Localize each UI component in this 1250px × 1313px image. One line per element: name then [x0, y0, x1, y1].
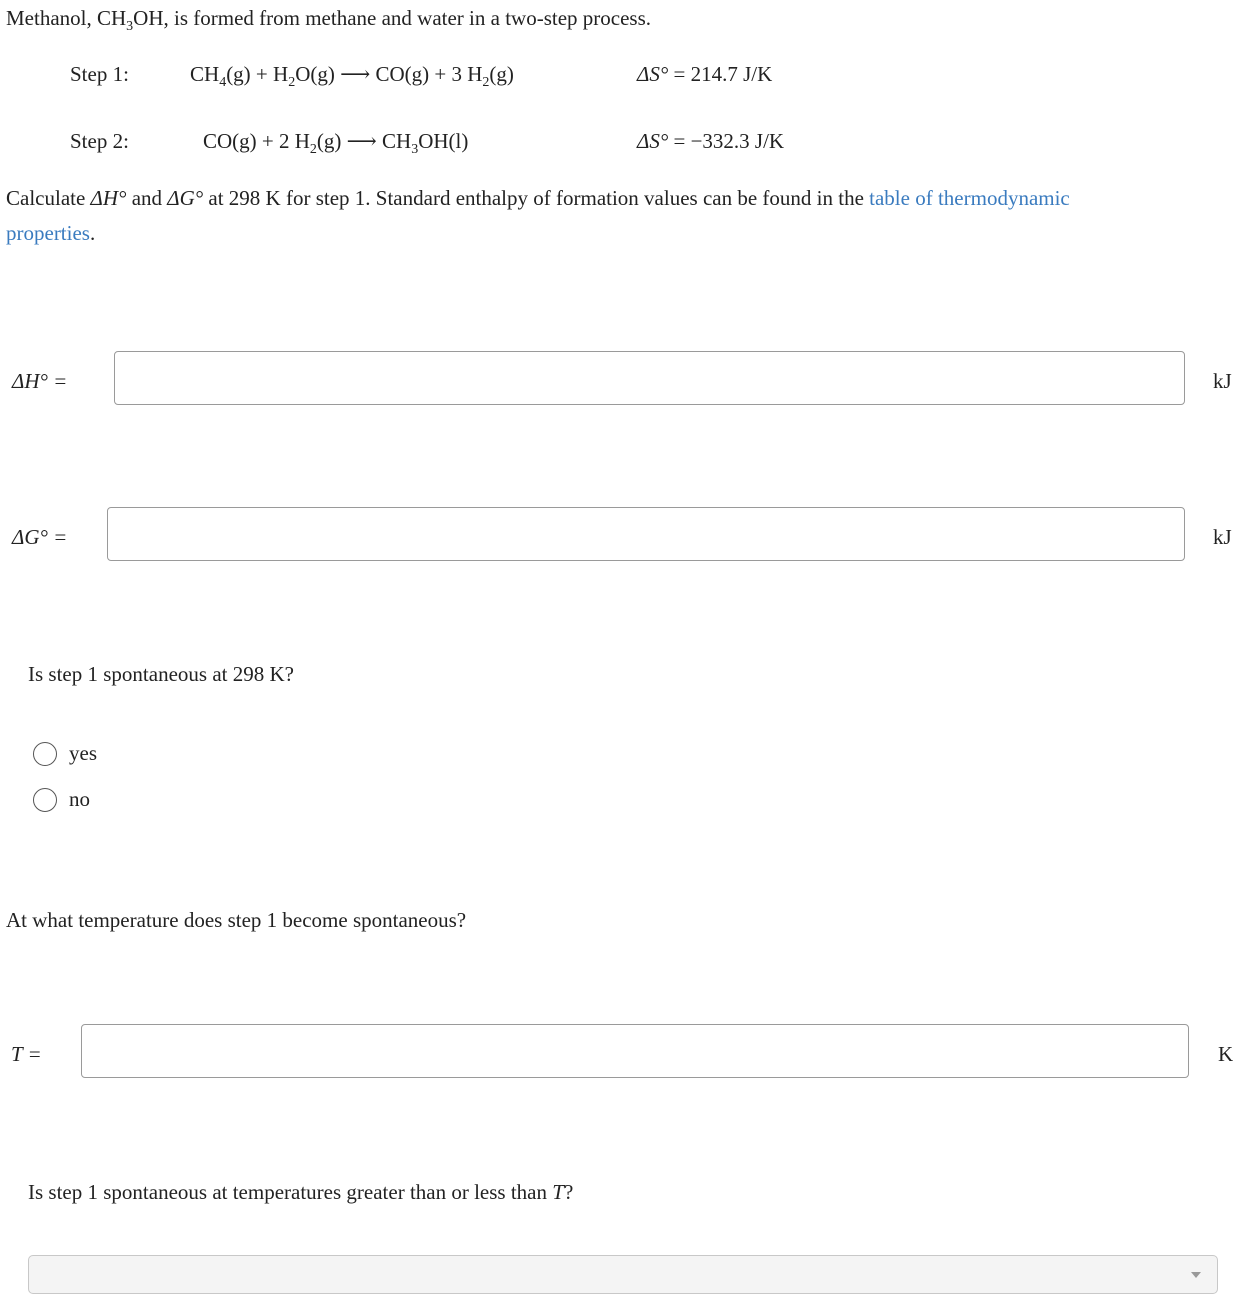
- step2-entropy: ΔS° = −332.3 J/K: [637, 129, 785, 153]
- t-input[interactable]: [81, 1024, 1189, 1078]
- thermo-table-link-cont[interactable]: properties: [6, 221, 90, 245]
- radio-no-label[interactable]: no: [69, 787, 90, 811]
- step2-equation: CO(g) + 2 $H_2(g)$ ⟶ $CH_3OH(l)$: [203, 129, 469, 157]
- question-text: Calculate ΔH° and ΔG° at 298 K for step 1. Standard enthalpy of formation values can be found in the table of thermodynamic: [6, 186, 1070, 210]
- reaction-arrow: ⟶: [346, 129, 377, 153]
- step1-entropy: ΔS° = 214.7 J/K: [637, 62, 773, 86]
- reaction-arrow: ⟶: [340, 62, 371, 86]
- thermo-table-link[interactable]: table of thermodynamic: [869, 186, 1070, 210]
- radio-yes-label[interactable]: yes: [69, 741, 97, 765]
- step1-label: Step 1:: [70, 62, 129, 86]
- t-unit: K: [1218, 1042, 1234, 1066]
- dh-label: ΔH° =: [12, 369, 68, 393]
- intro-text: Methanol, $CH_3OH$, is formed from methane and water in a two-step process.: [6, 6, 651, 34]
- dh-input[interactable]: [114, 351, 1185, 405]
- t-label: T =: [11, 1042, 42, 1066]
- question-text-line2: properties.: [6, 221, 96, 245]
- range-dropdown[interactable]: [28, 1255, 1218, 1294]
- dg-input[interactable]: [107, 507, 1185, 561]
- step1-equation: $CH_4(g) + H_2O(g)$ ⟶ CO(g) + 3 $H_2(g)$: [190, 62, 514, 90]
- spontaneous-question: Is step 1 spontaneous at 298 K?: [28, 662, 294, 686]
- temperature-question: At what temperature does step 1 become spontaneous?: [6, 908, 467, 932]
- step2-label: Step 2:: [70, 129, 129, 153]
- dg-label: ΔG° =: [12, 525, 68, 549]
- chevron-down-icon: [1191, 1272, 1201, 1278]
- range-question: Is step 1 spontaneous at temperatures greater than or less than T?: [28, 1180, 574, 1204]
- dg-unit: kJ: [1213, 525, 1232, 549]
- dh-unit: kJ: [1213, 369, 1232, 393]
- radio-no[interactable]: [33, 788, 57, 812]
- radio-yes[interactable]: [33, 742, 57, 766]
